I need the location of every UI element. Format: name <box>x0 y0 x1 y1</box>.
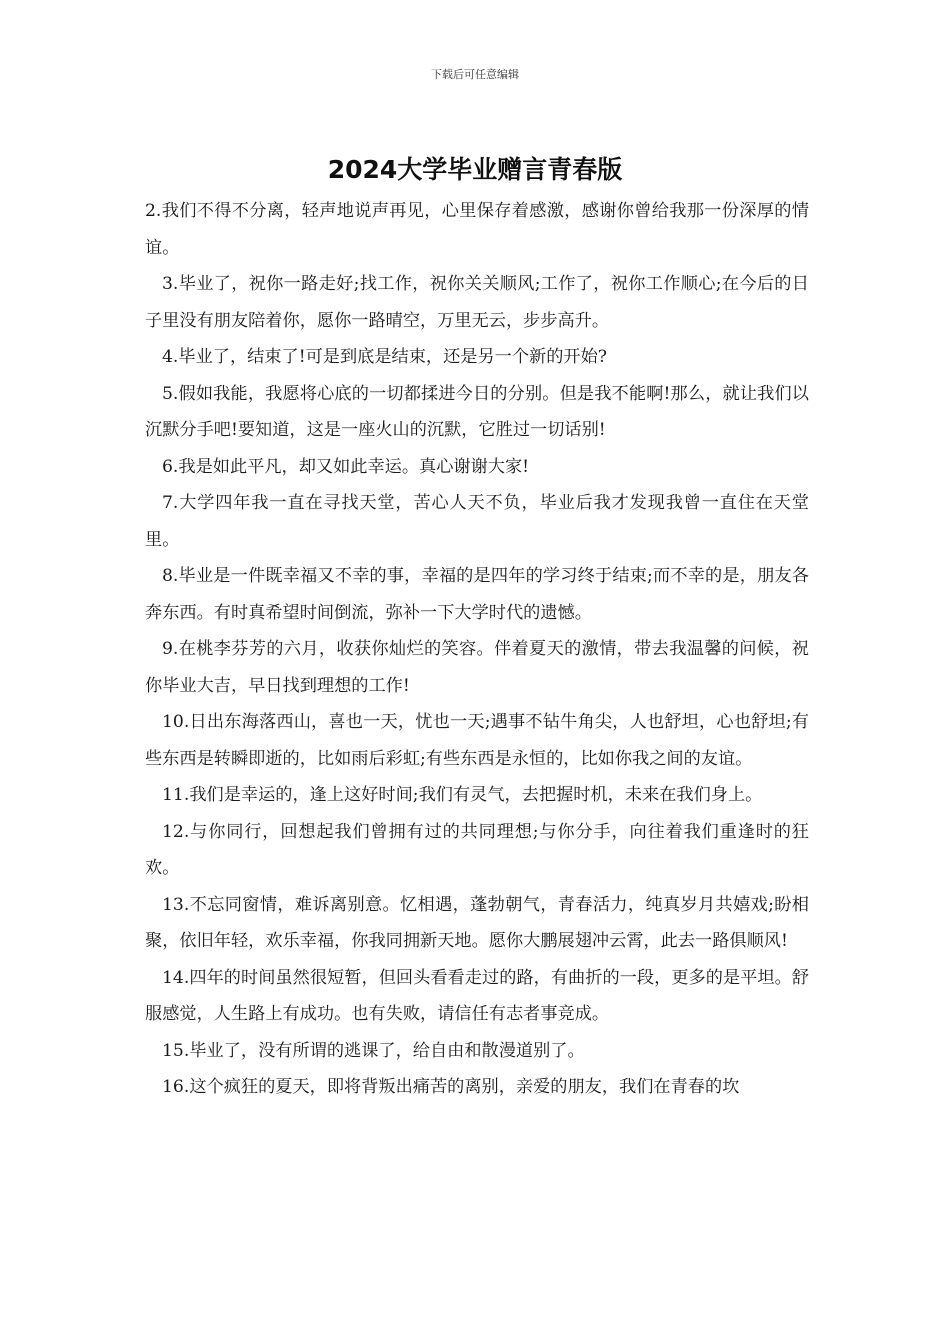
paragraph-8: 8.毕业是一件既幸福又不幸的事，幸福的是四年的学习终于结束;而不幸的是，朋友各奔东西。有时真希望时间倒流，弥补一下大学时代的遗憾。 <box>145 566 809 623</box>
document-title: 2024大学毕业赠言青春版 <box>327 155 623 184</box>
paragraph-7: 7.大学四年我一直在寻找天堂，苦心人天不负，毕业后我才发现我曾一直住在天堂里。 <box>145 493 809 550</box>
paragraph-16: 16.这个疯狂的夏天，即将背叛出痛苦的离别，亲爱的朋友，我们在青春的坎 <box>162 1077 740 1097</box>
paragraph-4: 4.毕业了，结束了!可是到底是结束，还是另一个新的开始? <box>162 347 608 367</box>
paragraph-12: 12.与你同行，回想起我们曾拥有过的共同理想;与你分手，向往着我们重逢时的狂欢。 <box>145 821 809 878</box>
paragraph-5: 5.假如我能，我愿将心底的一切都揉进今日的分别。但是我不能啊!那么，就让我们以沉默分手吧!要知道，这是一座火山的沉默，它胜过一切话别! <box>145 383 809 440</box>
paragraph-13: 13.不忘同窗情，难诉离别意。忆相遇，蓬勃朝气，青春活力，纯真岁月共嬉戏;盼相聚，依旧年轻，欢乐幸福，你我同拥新天地。愿你大鹏展翅冲云霄，此去一路俱顺风! <box>145 894 809 951</box>
paragraph-11: 11.我们是幸运的，逢上这好时间;我们有灵气，去把握时机，未来在我们身上。 <box>162 785 763 805</box>
paragraph-9: 9.在桃李芬芳的六月，收获你灿烂的笑容。伴着夏天的激情，带去我温馨的问候，祝你毕业大吉，早日找到理想的工作! <box>145 639 809 696</box>
paragraph-6: 6.我是如此平凡，却又如此幸运。真心谢谢大家! <box>162 456 530 477</box>
paragraph-3: 3.毕业了，祝你一路走好;找工作，祝你关关顺风;工作了，祝你工作顺心;在今后的日子里没有朋友陪着你，愿你一路晴空，万里无云，步步高升。 <box>145 274 809 331</box>
paragraph-14: 14.四年的时间虽然很短暂，但回头看看走过的路，有曲折的一段，更多的是平坦。舒服感觉，人生路上有成功。也有失败，请信任有志者事竞成。 <box>145 967 809 1024</box>
header-note: 下载后可任意编辑 <box>431 68 519 81</box>
paragraph-2: 2.我们不得不分离，轻声地说声再见，心里保存着感激，感谢你曾给我那一份深厚的情谊。 <box>145 201 809 258</box>
document-body <box>145 193 809 1106</box>
paragraph-15: 15.毕业了，没有所谓的逃课了，给自由和散漫道别了。 <box>162 1040 585 1061</box>
paragraph-10: 10.日出东海落西山，喜也一天，忧也一天;遇事不钻牛角尖，人也舒坦，心也舒坦;有些东西是转瞬即逝的，比如雨后彩虹;有些东西是永恒的，比如你我之间的友谊。 <box>145 712 809 769</box>
